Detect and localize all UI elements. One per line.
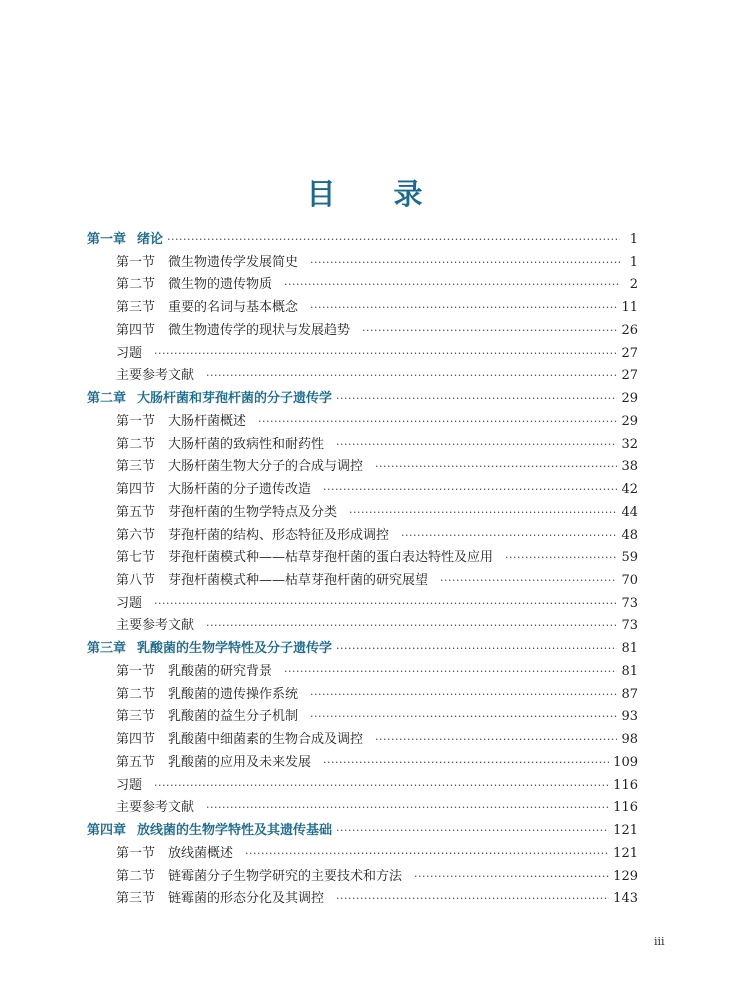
toc-section-row[interactable]	[87, 502, 638, 525]
table-of-contents	[87, 229, 638, 911]
toc-page-number: 93	[621, 709, 638, 725]
toc-entry-number: 第一节	[116, 413, 156, 429]
toc-page-number: 121	[613, 845, 638, 861]
toc-entry-title: 链霉菌分子生物学研究的主要技术和方法	[168, 868, 403, 884]
toc-section-row[interactable]	[87, 615, 638, 638]
toc-entry-title: 大肠杆菌的分子遗传改造	[168, 482, 312, 498]
toc-entry-number: 第八节	[116, 573, 156, 589]
toc-entry-title: 芽孢杆菌的生物学特点及分类	[168, 504, 338, 520]
toc-entry-number: 第六节	[116, 527, 156, 543]
toc-section-row[interactable]	[87, 684, 638, 707]
toc-entry-label	[87, 229, 163, 252]
toc-entry-title: 大肠杆菌概述	[168, 413, 247, 429]
toc-entry-label	[116, 411, 246, 434]
dot-leader	[401, 525, 617, 548]
toc-entry-number: 第二节	[116, 277, 156, 293]
toc-section-row[interactable]	[87, 274, 638, 297]
toc-chapter-row[interactable]	[87, 638, 638, 661]
toc-entry-label	[87, 820, 332, 843]
toc-section-row[interactable]	[87, 434, 638, 457]
toc-entry-title: 微生物遗传学的现状与发展趋势	[168, 322, 351, 338]
toc-entry-title: 主要参考文献	[116, 800, 195, 816]
toc-entry-number: 第一节	[116, 663, 156, 679]
toc-section-row[interactable]	[87, 525, 638, 548]
toc-entry-label	[116, 888, 324, 911]
dot-leader	[336, 820, 609, 843]
toc-chapter-row[interactable]	[87, 820, 638, 843]
dot-leader	[362, 320, 617, 343]
toc-entry-label	[116, 797, 194, 820]
toc-entry-title: 主要参考文献	[116, 368, 195, 384]
toc-entry-number: 第五节	[116, 754, 156, 770]
toc-entry-label	[116, 297, 298, 320]
toc-entry-title: 习题	[116, 777, 143, 793]
dot-leader	[154, 775, 609, 798]
toc-entry-title: 乳酸菌中细菌素的生物合成及调控	[168, 732, 364, 748]
toc-entry-title: 微生物的遗传物质	[168, 277, 273, 293]
toc-entry-number: 第二节	[116, 686, 156, 702]
dot-leader	[167, 229, 620, 252]
dot-leader	[375, 456, 617, 479]
dot-leader	[310, 706, 617, 729]
toc-page-number: 73	[621, 618, 638, 634]
toc-entry-title: 放线菌概述	[168, 845, 234, 861]
toc-section-row[interactable]	[87, 866, 638, 889]
toc-page-number: 44	[621, 504, 638, 520]
toc-chapter-row[interactable]	[87, 229, 638, 252]
toc-page-number: 42	[621, 482, 638, 498]
toc-entry-label	[116, 684, 298, 707]
toc-entry-title: 习题	[116, 345, 143, 361]
toc-page-number: 27	[621, 345, 638, 361]
toc-entry-number: 第七节	[116, 550, 156, 566]
dot-leader	[375, 729, 617, 752]
dot-leader	[349, 502, 617, 525]
toc-section-row[interactable]	[87, 252, 638, 275]
dot-leader	[336, 888, 609, 911]
toc-entry-title: 芽孢杆菌模式种——枯草芽孢杆菌的蛋白表达特性及应用	[168, 550, 494, 566]
toc-section-row[interactable]	[87, 775, 638, 798]
toc-page-number: 81	[621, 663, 638, 679]
toc-section-row[interactable]	[87, 570, 638, 593]
title-char-2: 录	[393, 177, 423, 211]
toc-entry-number: 第三节	[116, 709, 156, 725]
toc-entry-label	[116, 502, 337, 525]
page-title	[0, 172, 729, 213]
toc-page-number: 98	[621, 732, 638, 748]
toc-entry-number: 第四节	[116, 322, 156, 338]
dot-leader	[440, 570, 617, 593]
toc-page-number: 29	[621, 391, 638, 407]
toc-section-row[interactable]	[87, 479, 638, 502]
toc-page-number: 32	[621, 436, 638, 452]
toc-entry-label	[116, 752, 311, 775]
toc-entry-number: 第四章	[87, 823, 127, 839]
toc-section-row[interactable]	[87, 888, 638, 911]
title-char-1: 目	[306, 177, 336, 211]
toc-entry-number: 第三节	[116, 459, 156, 475]
dot-leader	[323, 479, 617, 502]
toc-entry-title: 绪论	[137, 232, 164, 247]
toc-page-number: 87	[621, 686, 638, 702]
dot-leader	[154, 343, 617, 366]
toc-entry-label	[116, 434, 324, 457]
toc-entry-label	[116, 479, 311, 502]
toc-entry-label	[116, 593, 142, 616]
toc-entry-label	[116, 274, 272, 297]
toc-section-row[interactable]	[87, 661, 638, 684]
toc-page-number: 26	[621, 322, 638, 338]
toc-page-number: 2	[629, 277, 638, 293]
toc-entry-label	[116, 570, 428, 593]
toc-section-row[interactable]	[87, 752, 638, 775]
toc-entry-label	[116, 252, 298, 275]
toc-entry-label	[87, 638, 332, 661]
toc-entry-number: 第三节	[116, 891, 156, 907]
toc-entry-title: 乳酸菌的遗传操作系统	[168, 686, 299, 702]
toc-section-row[interactable]	[87, 456, 638, 479]
dot-leader	[310, 297, 617, 320]
toc-page-number: 116	[613, 800, 638, 816]
toc-page-number: 1	[629, 232, 638, 247]
toc-entry-title: 链霉菌的形态分化及其调控	[168, 891, 325, 907]
toc-entry-label	[116, 729, 363, 752]
dot-leader	[336, 388, 617, 411]
toc-page-number: 59	[621, 550, 638, 566]
dot-leader	[310, 684, 617, 707]
toc-page-number: 38	[621, 459, 638, 475]
toc-page-number: 109	[613, 754, 638, 770]
toc-entry-number: 第一节	[116, 845, 156, 861]
toc-entry-title: 乳酸菌的生物学特性及分子遗传学	[137, 641, 333, 657]
toc-entry-number: 第二节	[116, 436, 156, 452]
toc-page-number: 81	[621, 641, 638, 657]
dot-leader	[206, 365, 617, 388]
toc-entry-label	[116, 615, 194, 638]
toc-section-row[interactable]	[87, 547, 638, 570]
toc-section-row[interactable]	[87, 297, 638, 320]
toc-page-number: 129	[613, 868, 638, 884]
toc-entry-label	[87, 388, 332, 411]
toc-entry-title: 大肠杆菌生物大分子的合成与调控	[168, 459, 364, 475]
dot-leader	[284, 274, 620, 297]
dot-leader	[206, 797, 609, 820]
toc-entry-title: 乳酸菌的益生分子机制	[168, 709, 299, 725]
toc-entry-label	[116, 843, 233, 866]
dot-leader	[284, 661, 617, 684]
toc-section-row[interactable]	[87, 843, 638, 866]
toc-entry-title: 主要参考文献	[116, 618, 195, 634]
toc-entry-label	[116, 706, 298, 729]
toc-entry-title: 芽孢杆菌的结构、形态特征及形成调控	[168, 527, 390, 543]
toc-entry-label	[116, 547, 493, 570]
toc-entry-label	[116, 775, 142, 798]
toc-page-number: 27	[621, 368, 638, 384]
toc-entry-number: 第一章	[87, 232, 127, 247]
dot-leader	[336, 434, 617, 457]
toc-section-row[interactable]	[87, 729, 638, 752]
toc-entry-number: 第二节	[116, 868, 156, 884]
toc-entry-title: 微生物遗传学发展简史	[168, 254, 299, 270]
dot-leader	[323, 752, 609, 775]
toc-entry-number: 第一节	[116, 254, 156, 270]
toc-section-row[interactable]	[87, 320, 638, 343]
toc-entry-title: 乳酸菌的应用及未来发展	[168, 754, 312, 770]
toc-entry-label	[116, 365, 194, 388]
toc-entry-label	[116, 456, 363, 479]
toc-entry-title: 大肠杆菌和芽孢杆菌的分子遗传学	[137, 391, 333, 407]
toc-entry-number: 第三节	[116, 300, 156, 316]
dot-leader	[206, 615, 617, 638]
toc-entry-number: 第五节	[116, 504, 156, 520]
dot-leader	[154, 593, 617, 616]
toc-entry-title: 重要的名词与基本概念	[168, 300, 299, 316]
toc-entry-label	[116, 320, 350, 343]
toc-entry-number: 第四节	[116, 482, 156, 498]
toc-section-row[interactable]	[87, 411, 638, 434]
toc-entry-number: 第四节	[116, 732, 156, 748]
toc-entry-title: 乳酸菌的研究背景	[168, 663, 273, 679]
toc-entry-number: 第二章	[87, 391, 127, 407]
toc-section-row[interactable]	[87, 365, 638, 388]
dot-leader	[336, 638, 617, 661]
toc-entry-title: 芽孢杆菌模式种——枯草芽孢杆菌的研究展望	[168, 573, 429, 589]
toc-chapter-row[interactable]	[87, 388, 638, 411]
toc-entry-title: 放线菌的生物学特性及其遗传基础	[137, 823, 333, 839]
dot-leader	[258, 411, 617, 434]
toc-section-row[interactable]	[87, 797, 638, 820]
toc-entry-title: 习题	[116, 595, 143, 611]
dot-leader	[310, 252, 620, 275]
toc-page-number: 70	[621, 573, 638, 589]
dot-leader	[414, 866, 609, 889]
toc-entry-label	[116, 343, 142, 366]
toc-page-number: 143	[613, 891, 638, 907]
toc-page-number: 73	[621, 595, 638, 611]
page-number: iii	[654, 935, 665, 948]
toc-entry-label	[116, 661, 272, 684]
toc-page-number: 11	[621, 300, 638, 316]
toc-entry-number: 第三章	[87, 641, 127, 657]
dot-leader	[505, 547, 617, 570]
toc-entry-label	[116, 525, 389, 548]
toc-section-row[interactable]	[87, 706, 638, 729]
toc-section-row[interactable]	[87, 343, 638, 366]
toc-page-number: 116	[613, 777, 638, 793]
toc-page-number: 1	[629, 254, 638, 270]
toc-entry-title: 大肠杆菌的致病性和耐药性	[168, 436, 325, 452]
toc-page-number: 29	[621, 413, 638, 429]
toc-page-number: 48	[621, 527, 638, 543]
toc-entry-label	[116, 866, 402, 889]
dot-leader	[245, 843, 609, 866]
toc-section-row[interactable]	[87, 593, 638, 616]
toc-page-number: 121	[613, 823, 638, 839]
